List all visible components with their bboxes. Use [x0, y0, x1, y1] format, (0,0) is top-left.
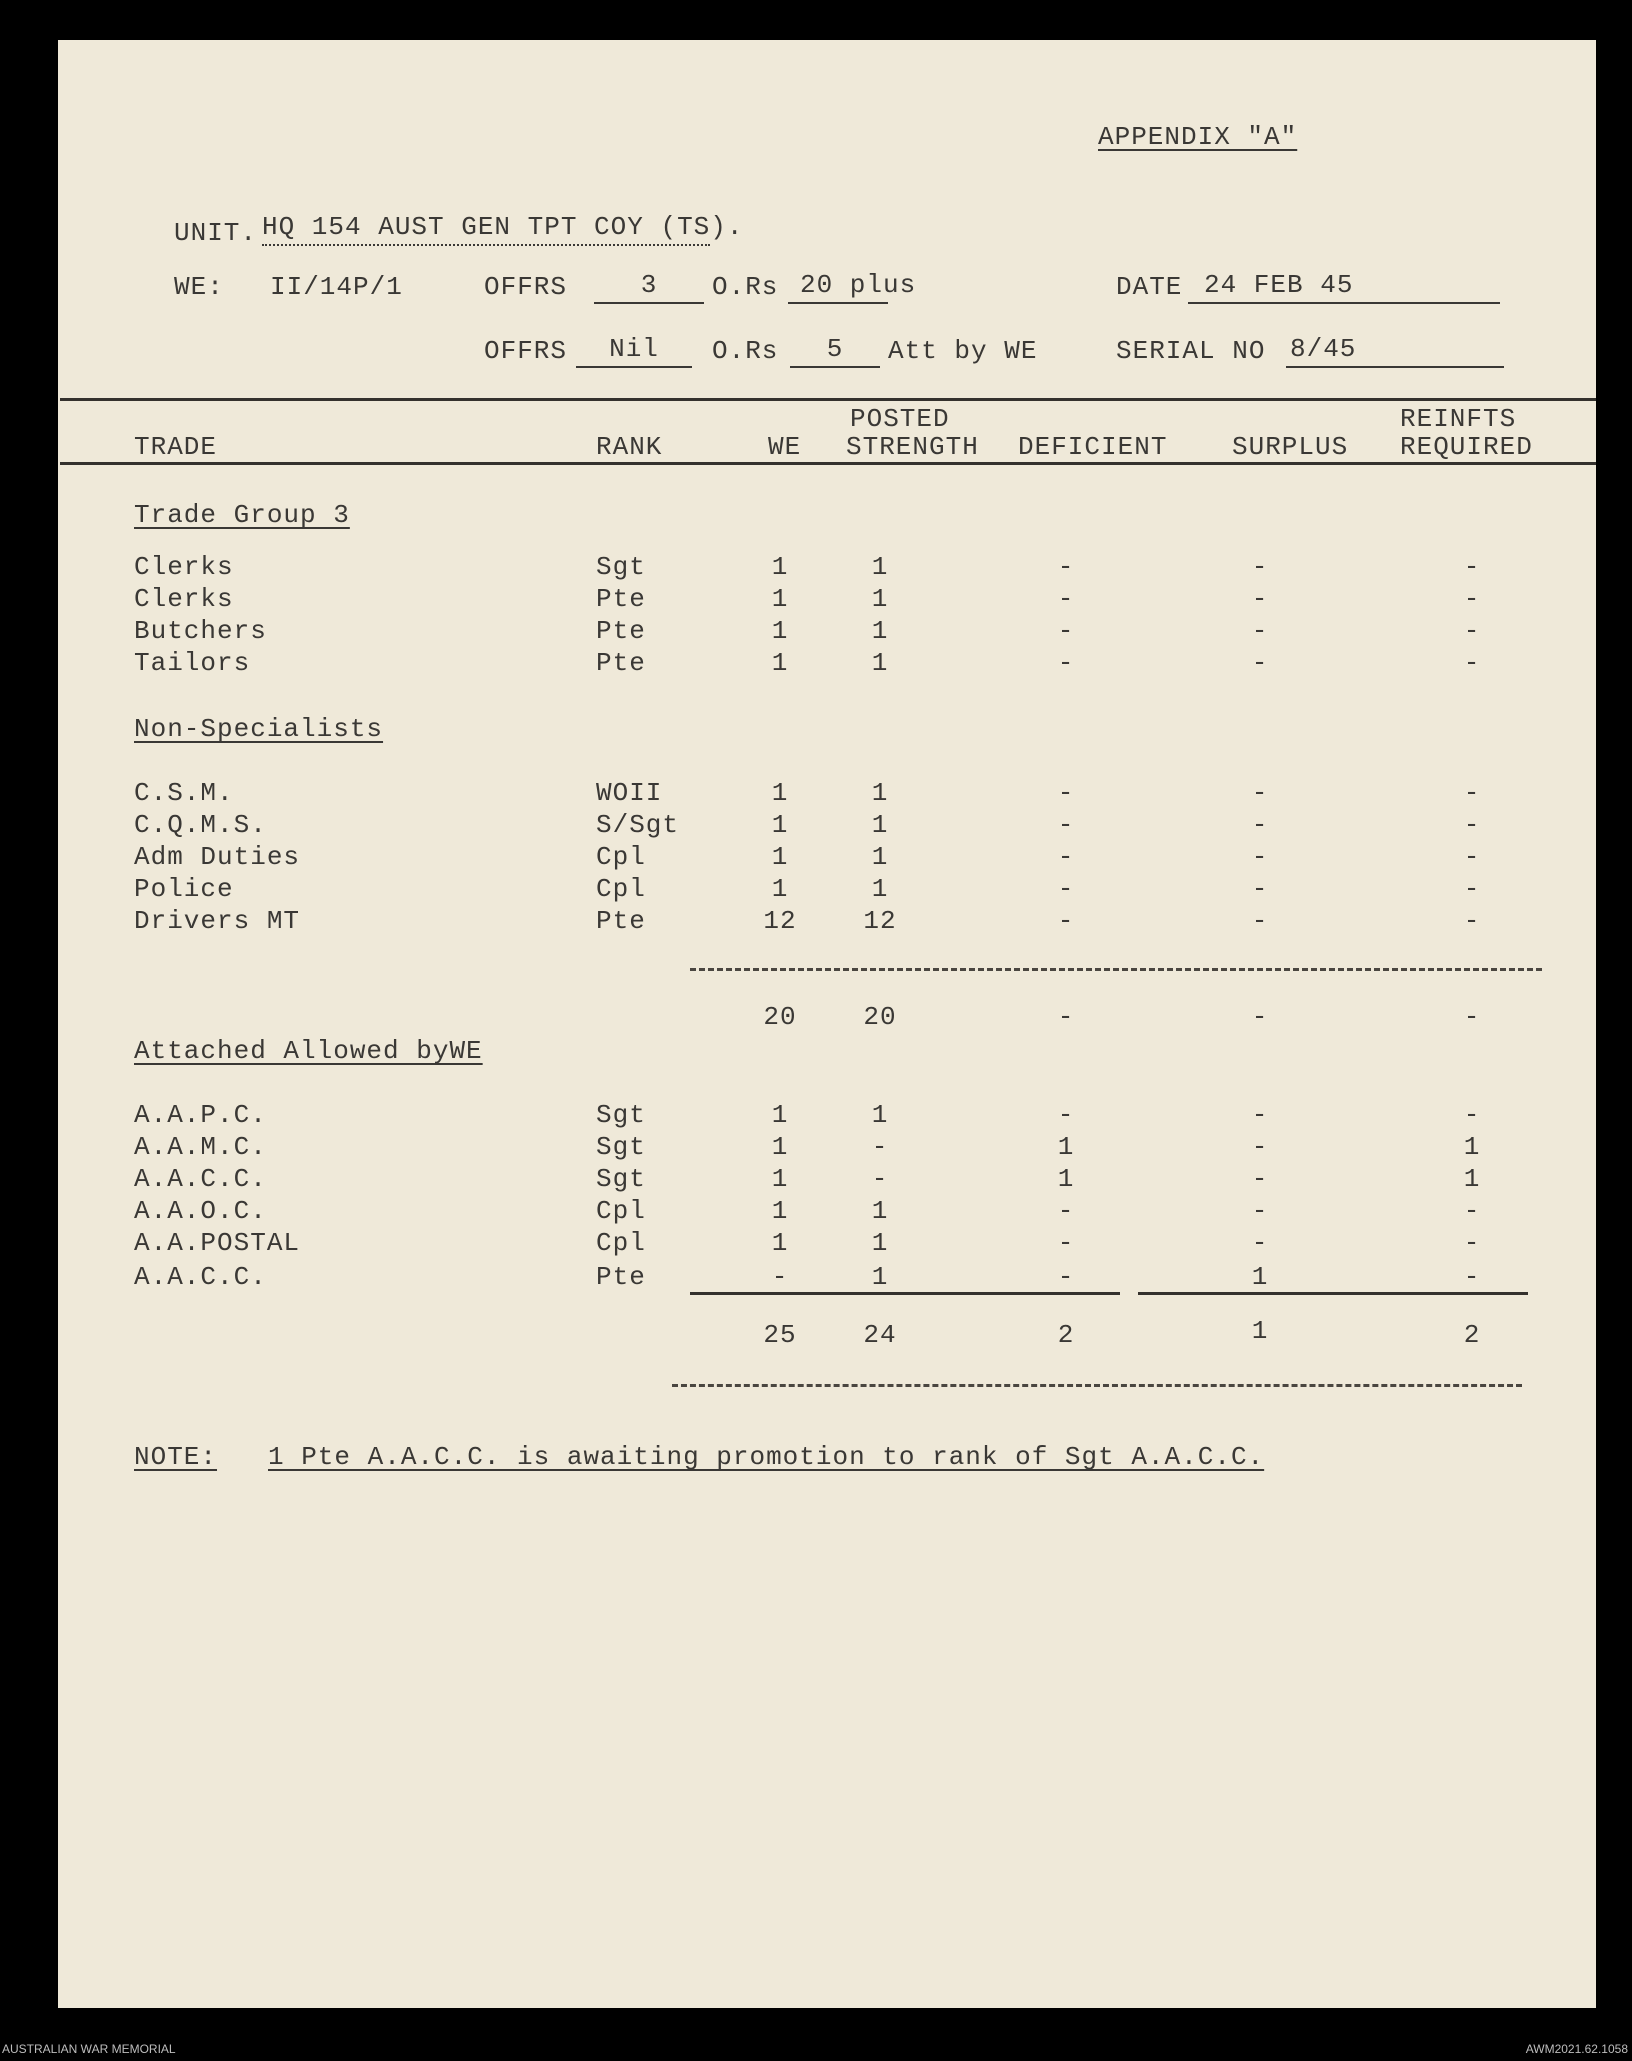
offrs2-underline: [576, 366, 692, 368]
date-label: DATE: [1116, 272, 1183, 302]
posted-cell: 1: [871, 1262, 889, 1292]
ors2-underline: [790, 366, 880, 368]
trade-cell: A.A.C.C.: [134, 1164, 267, 1194]
total-rule-left: [690, 1292, 1120, 1295]
we-cell: 1: [771, 1100, 789, 1130]
reinf-cell: -: [1463, 778, 1481, 808]
rank-cell: S/Sgt: [596, 810, 680, 840]
we-cell: 1: [771, 1132, 789, 1162]
trade-cell: A.A.O.C.: [134, 1196, 267, 1226]
we-value: II/14P/1: [270, 272, 403, 302]
trade-cell: Clerks: [134, 584, 234, 614]
posted-cell: 1: [871, 1100, 889, 1130]
rank-cell: Pte: [596, 616, 646, 646]
trade-cell: C.S.M.: [134, 778, 234, 808]
ors-value: 20 plus: [800, 270, 917, 300]
total-we: 25: [763, 1320, 797, 1350]
deficient-cell: -: [1057, 1100, 1075, 1130]
reinf-cell: -: [1463, 1196, 1481, 1226]
serial-underline: [1286, 366, 1504, 368]
trade-cell: Butchers: [134, 616, 267, 646]
we-cell: 1: [771, 616, 789, 646]
deficient-cell: -: [1057, 1228, 1075, 1258]
subtotal-reinf: -: [1463, 1002, 1481, 1032]
total-posted: 24: [863, 1320, 897, 1350]
subtotal-rule: [690, 968, 1542, 971]
posted-cell: -: [871, 1164, 889, 1194]
reinf-cell: 1: [1463, 1132, 1481, 1162]
ors-label: O.Rs: [712, 272, 779, 302]
rank-cell: Cpl: [596, 1196, 646, 1226]
offrs-underline: [594, 302, 704, 304]
trade-cell: Police: [134, 874, 234, 904]
rank-cell: Pte: [596, 906, 646, 936]
reinf-cell: -: [1463, 874, 1481, 904]
appendix-title: APPENDIX "A": [1098, 122, 1298, 152]
trade-cell: Tailors: [134, 648, 251, 678]
posted-cell: 1: [871, 584, 889, 614]
surplus-cell: -: [1251, 810, 1269, 840]
rank-cell: Sgt: [596, 1132, 646, 1162]
we-cell: 1: [771, 584, 789, 614]
deficient-cell: -: [1057, 552, 1075, 582]
we-cell: -: [771, 1262, 789, 1292]
reinf-cell: -: [1463, 1262, 1481, 1292]
surplus-cell: -: [1251, 874, 1269, 904]
reinf-cell: -: [1463, 842, 1481, 872]
we-cell: 1: [771, 842, 789, 872]
we-label: WE:: [174, 272, 224, 302]
surplus-cell: -: [1251, 778, 1269, 808]
total-rule-right: [1138, 1292, 1528, 1295]
deficient-cell: -: [1057, 1196, 1075, 1226]
surplus-cell: -: [1251, 1100, 1269, 1130]
unit-label: UNIT.: [174, 218, 258, 248]
trade-cell: A.A.C.C.: [134, 1262, 267, 1292]
posted-cell: 1: [871, 810, 889, 840]
posted-cell: 1: [871, 616, 889, 646]
group-title: Trade Group 3: [134, 500, 350, 530]
header-top-rule: [60, 398, 1596, 401]
deficient-cell: 1: [1057, 1164, 1075, 1194]
reinf-cell: -: [1463, 584, 1481, 614]
surplus-cell: -: [1251, 1228, 1269, 1258]
reinf-cell: -: [1463, 810, 1481, 840]
reinf-cell: -: [1463, 616, 1481, 646]
total-deficient: 2: [1057, 1320, 1075, 1350]
we-cell: 1: [771, 1228, 789, 1258]
subtotal-surplus: -: [1251, 1002, 1269, 1032]
col-posted-1: POSTED: [850, 404, 950, 434]
col-posted-2: STRENGTH: [846, 432, 979, 462]
rank-cell: WOII: [596, 778, 663, 808]
we-cell: 1: [771, 810, 789, 840]
ors2-label: O.Rs: [712, 336, 779, 366]
we-cell: 1: [771, 648, 789, 678]
posted-cell: 12: [863, 906, 897, 936]
date-value: 24 FEB 45: [1204, 270, 1354, 300]
footer-right: AWM2021.62.1058: [1525, 2042, 1628, 2056]
posted-cell: 1: [871, 778, 889, 808]
note-label: NOTE:: [134, 1442, 218, 1472]
col-deficient: DEFICIENT: [1018, 432, 1168, 462]
posted-cell: 1: [871, 874, 889, 904]
surplus-cell: -: [1251, 616, 1269, 646]
col-rank: RANK: [596, 432, 663, 462]
trade-cell: Drivers MT: [134, 906, 301, 936]
col-trade: TRADE: [134, 432, 218, 462]
reinf-cell: -: [1463, 552, 1481, 582]
trade-cell: Clerks: [134, 552, 234, 582]
posted-cell: 1: [871, 1228, 889, 1258]
deficient-cell: -: [1057, 1262, 1075, 1292]
rank-cell: Pte: [596, 648, 646, 678]
deficient-cell: -: [1057, 778, 1075, 808]
surplus-cell: -: [1251, 906, 1269, 936]
surplus-cell: -: [1251, 584, 1269, 614]
reinf-cell: -: [1463, 906, 1481, 936]
header-bottom-rule: [60, 462, 1596, 465]
we-cell: 12: [763, 906, 797, 936]
rank-cell: Sgt: [596, 1164, 646, 1194]
trade-cell: A.A.P.C.: [134, 1100, 267, 1130]
group-title: Non-Specialists: [134, 714, 384, 744]
ors2-value: 5: [826, 334, 844, 364]
surplus-cell: -: [1251, 1196, 1269, 1226]
trade-cell: C.Q.M.S.: [134, 810, 267, 840]
trade-cell: A.A.POSTAL: [134, 1228, 301, 1258]
serial-value: 8/45: [1290, 334, 1357, 364]
we-cell: 1: [771, 1164, 789, 1194]
unit-value: HQ 154 AUST GEN TPT COY (TS).: [262, 212, 744, 242]
surplus-cell: -: [1251, 1164, 1269, 1194]
rank-cell: Cpl: [596, 874, 646, 904]
footer-left: AUSTRALIAN WAR MEMORIAL: [2, 2042, 176, 2056]
reinf-cell: -: [1463, 648, 1481, 678]
surplus-cell: -: [1251, 1132, 1269, 1162]
note-text: 1 Pte A.A.C.C. is awaiting promotion to rank of Sgt A.A.C.C.: [268, 1442, 1265, 1472]
reinf-cell: 1: [1463, 1164, 1481, 1194]
posted-cell: 1: [871, 552, 889, 582]
deficient-cell: -: [1057, 874, 1075, 904]
col-reinf-2: REQUIRED: [1400, 432, 1533, 462]
surplus-cell: -: [1251, 648, 1269, 678]
posted-cell: 1: [871, 1196, 889, 1226]
posted-cell: 1: [871, 648, 889, 678]
deficient-cell: -: [1057, 616, 1075, 646]
offrs-value: 3: [640, 270, 658, 300]
subtotal-posted: 20: [863, 1002, 897, 1032]
unit-underline: [262, 244, 710, 246]
subtotal-deficient: -: [1057, 1002, 1075, 1032]
att-text: Att by WE: [888, 336, 1038, 366]
ors-underline: [788, 302, 888, 304]
total-surplus: 1: [1251, 1316, 1269, 1346]
offrs-label: OFFRS: [484, 272, 568, 302]
offrs2-label: OFFRS: [484, 336, 568, 366]
deficient-cell: -: [1057, 906, 1075, 936]
deficient-cell: -: [1057, 810, 1075, 840]
deficient-cell: -: [1057, 648, 1075, 678]
we-cell: 1: [771, 778, 789, 808]
we-cell: 1: [771, 874, 789, 904]
trade-cell: Adm Duties: [134, 842, 301, 872]
reinf-cell: -: [1463, 1100, 1481, 1130]
rank-cell: Pte: [596, 1262, 646, 1292]
total-reinf: 2: [1463, 1320, 1481, 1350]
deficient-cell: 1: [1057, 1132, 1075, 1162]
trade-cell: A.A.M.C.: [134, 1132, 267, 1162]
rank-cell: Cpl: [596, 1228, 646, 1258]
rank-cell: Cpl: [596, 842, 646, 872]
surplus-cell: 1: [1251, 1262, 1269, 1292]
deficient-cell: -: [1057, 584, 1075, 614]
deficient-cell: -: [1057, 842, 1075, 872]
col-surplus: SURPLUS: [1232, 432, 1349, 462]
offrs2-value: Nil: [609, 334, 659, 364]
surplus-cell: -: [1251, 552, 1269, 582]
subtotal-we: 20: [763, 1002, 797, 1032]
serial-label: SERIAL NO: [1116, 336, 1266, 366]
rank-cell: Sgt: [596, 552, 646, 582]
date-underline: [1188, 302, 1500, 304]
we-cell: 1: [771, 1196, 789, 1226]
posted-cell: -: [871, 1132, 889, 1162]
we-cell: 1: [771, 552, 789, 582]
posted-cell: 1: [871, 842, 889, 872]
surplus-cell: -: [1251, 842, 1269, 872]
group-title: Attached Allowed byWE: [134, 1036, 483, 1066]
col-reinf-1: REINFTS: [1400, 404, 1517, 434]
col-we: WE: [768, 432, 802, 462]
reinf-cell: -: [1463, 1228, 1481, 1258]
rank-cell: Sgt: [596, 1100, 646, 1130]
total-bottom-rule: [672, 1384, 1522, 1387]
rank-cell: Pte: [596, 584, 646, 614]
